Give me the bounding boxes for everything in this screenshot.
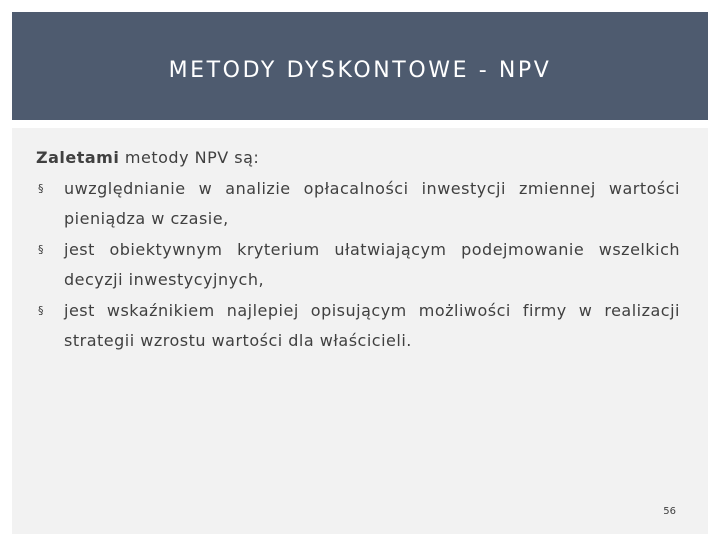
slide-title: METODY DYSKONTOWE - NPV [168,58,552,83]
bullet-list [36,174,680,357]
list-item [36,296,680,357]
bullet-text: uwzględnianie w analizie opłacalności inwestycji zmiennej wartości pieniądza w czasie, [64,178,680,228]
list-item [36,235,680,296]
title-divider [12,120,708,128]
bullet-text: jest obiektywnym kryterium ułatwiającym podejmowanie wszelkich decyzji inwestycyjnych, [64,239,680,289]
bullet-text: jest wskaźnikiem najlepiej opisującym możliwości firmy w realizacji strategii wzrostu wartości dla właścicieli. [64,300,680,350]
intro-bold-text: Zaletami [36,148,120,167]
title-bar [12,12,708,120]
page-number: 56 [663,506,676,517]
bullet-marker-icon: § [38,181,44,195]
intro-text: metody NPV są: [119,148,260,167]
list-item [36,174,680,235]
slide-body [36,143,680,357]
bullet-marker-icon: § [38,242,44,256]
bullet-marker-icon: § [38,303,44,317]
slide [12,12,708,534]
intro-line [36,143,680,174]
